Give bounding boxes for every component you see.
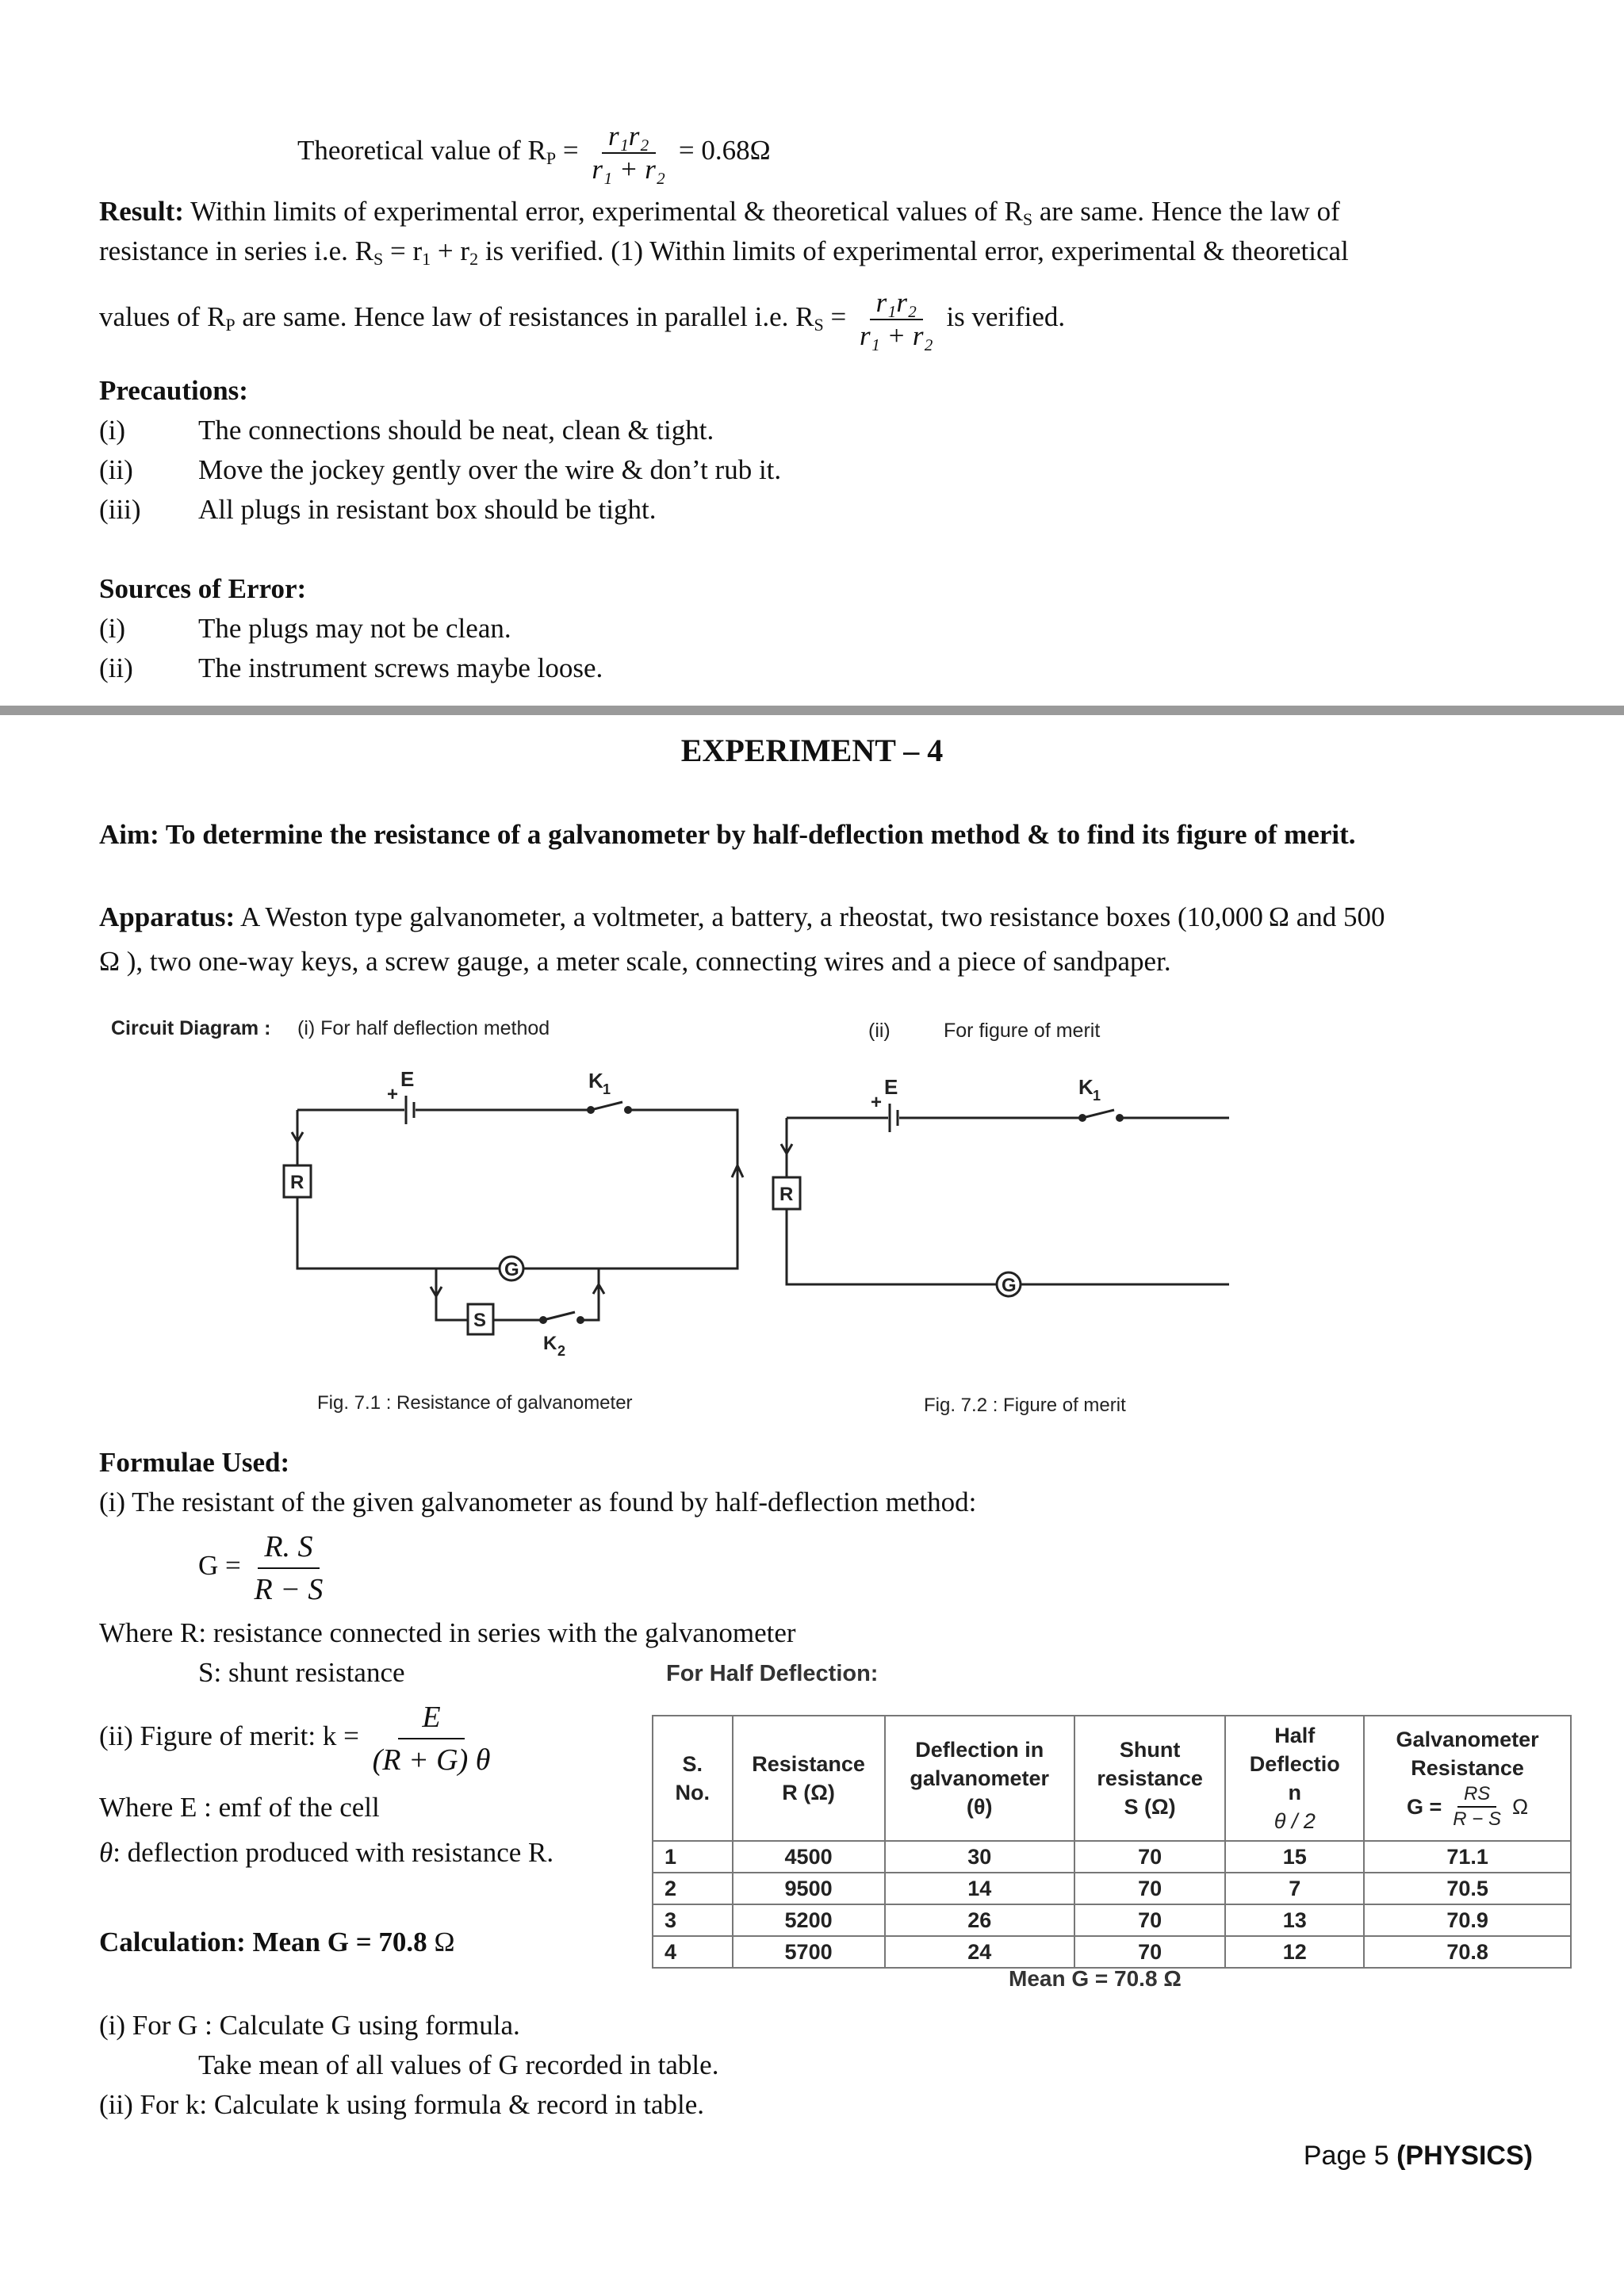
result-line-3	[99, 287, 1065, 352]
result-text-1: Within limits of experimental error, experimental & theoretical values of R	[190, 196, 1023, 227]
figure-caption-2: Fig. 7.2 : Figure of merit	[924, 1395, 1126, 1416]
label-g: G	[504, 1259, 519, 1280]
result-text-2-mid2: + r	[437, 235, 470, 266]
apparatus-label: Apparatus:	[99, 901, 236, 932]
list-item	[99, 411, 781, 450]
table-row	[653, 1873, 1571, 1904]
theta-symbol: θ	[99, 1837, 113, 1868]
list-number: (ii)	[99, 454, 133, 485]
subscript: S	[1022, 209, 1033, 229]
header-text: Resistance	[752, 1752, 865, 1776]
figure-7-2	[773, 1104, 1229, 1296]
label-k1-sub: 1	[603, 1081, 611, 1097]
table-cell: 30	[885, 1841, 1074, 1873]
header-text: Resistance	[1411, 1756, 1524, 1780]
k-fraction	[366, 1697, 497, 1781]
table-row	[653, 1841, 1571, 1873]
table-cell: 70	[1074, 1936, 1226, 1968]
circuit-part-2: (ii)	[868, 1020, 891, 1042]
calculation-label: Calculation: Mean G = 70.8	[99, 1927, 427, 1957]
equals: =	[562, 135, 579, 166]
list-number: (i)	[99, 613, 126, 644]
page-footer	[1304, 2141, 1533, 2172]
where-r: Where R: resistance connected in series with the galvanometer	[99, 1617, 796, 1648]
theoretical-label: Theoretical value of R	[297, 135, 546, 166]
sources-heading: Sources of Error:	[99, 573, 307, 604]
table-cell: 12	[1225, 1936, 1364, 1968]
label-plus-2: +	[871, 1092, 883, 1113]
table-mean: Mean G = 70.8 Ω	[1009, 1966, 1182, 1991]
header-text: Deflectio	[1249, 1752, 1340, 1776]
list-item	[99, 649, 603, 688]
fraction-numerator: R. S	[258, 1526, 319, 1569]
list-item	[99, 490, 781, 530]
header-text: Ω	[1511, 1795, 1529, 1819]
subscript: P	[546, 148, 557, 169]
label-k1-2-sub: 1	[1093, 1088, 1101, 1104]
result-text-3c: =	[830, 301, 847, 333]
circuit-diagram	[103, 1007, 1229, 1435]
mini-fraction	[1446, 1782, 1507, 1831]
label-k2-sub: 2	[557, 1343, 566, 1359]
result-text-3b: are same. Hence law of resistances in parallel i.e. R	[242, 301, 814, 333]
header-galv	[1364, 1716, 1571, 1841]
list-text: Move the jockey gently over the wire & don’t rub it.	[198, 454, 782, 485]
table-cell: 7	[1225, 1873, 1364, 1904]
table-cell: 70.5	[1364, 1873, 1571, 1904]
label-k1-2: K	[1078, 1075, 1094, 1099]
list-text: The instrument screws maybe loose.	[198, 652, 603, 683]
precautions-heading: Precautions:	[99, 375, 248, 406]
list-item	[99, 609, 603, 649]
header-text: Half	[1274, 1724, 1316, 1747]
table-cell: 71.1	[1364, 1841, 1571, 1873]
fraction-denominator: R − S	[254, 1573, 324, 1606]
header-text: No.	[675, 1781, 710, 1804]
list-number: (i)	[99, 415, 126, 446]
table-cell: 70	[1074, 1904, 1226, 1936]
subscript: P	[225, 315, 236, 335]
header-half	[1225, 1716, 1364, 1841]
apparatus-text-1: A Weston type galvanometer, a voltmeter, a battery, a rheostat, two resistance boxes (10,000 Ω and 500	[239, 901, 1385, 932]
result-line-2	[99, 232, 1534, 279]
where-e: Where E : emf of the cell	[99, 1792, 380, 1823]
header-text: galvanometer	[910, 1766, 1049, 1790]
fraction-numerator: RS	[1457, 1782, 1496, 1808]
header-text: G =	[1407, 1795, 1442, 1819]
calc-line-2: Take mean of all values of G recorded in table.	[198, 2049, 719, 2080]
header-text: S.	[682, 1752, 703, 1776]
header-text: Shunt	[1119, 1738, 1181, 1762]
result-text-3a: values of R	[99, 301, 226, 333]
g-label: G =	[198, 1550, 241, 1582]
fraction-numerator: r₁r₂	[870, 287, 924, 320]
table-cell: 4500	[733, 1841, 885, 1873]
g-mini-formula	[1407, 1782, 1528, 1831]
experiment-title: EXPERIMENT – 4	[680, 733, 944, 768]
list-number: (ii)	[99, 652, 133, 683]
header-deflection	[885, 1716, 1074, 1841]
result-text-2-mid: = r	[390, 235, 423, 266]
table-cell: 5200	[733, 1904, 885, 1936]
table-cell: 1	[653, 1841, 733, 1873]
theoretical-rp-line	[297, 121, 771, 186]
list-number: (iii)	[99, 494, 141, 525]
circuit-part-2-label: For figure of merit	[944, 1020, 1101, 1042]
table-cell: 70	[1074, 1873, 1226, 1904]
table-cell: 2	[653, 1873, 733, 1904]
aim-text: Aim: To determine the resistance of a galvanometer by half-deflection method & to find its figure of merit.	[99, 819, 1356, 850]
circuit-heading: Circuit Diagram :	[111, 1017, 271, 1039]
subscript: S	[814, 315, 824, 335]
fraction-denominator: R − S	[1453, 1808, 1501, 1830]
table-cell: 70.9	[1364, 1904, 1571, 1936]
label-g-2: G	[1002, 1275, 1017, 1296]
label-k2: K	[543, 1333, 557, 1354]
fraction-denominator: (R + G) θ	[372, 1743, 491, 1777]
header-sno	[653, 1716, 733, 1841]
circuit-part-1: (i) For half deflection method	[297, 1017, 550, 1039]
list-text: The plugs may not be clean.	[198, 613, 511, 644]
formulae-line-1: (i) The resistant of the given galvanometer as found by half-deflection method:	[99, 1487, 977, 1517]
subscript: S	[373, 249, 384, 269]
sources-list	[99, 609, 603, 688]
table-cell: 15	[1225, 1841, 1364, 1873]
list-text: The connections should be neat, clean & tight.	[198, 415, 714, 446]
label-r-2: R	[779, 1184, 794, 1205]
table-cell: 5700	[733, 1936, 885, 1968]
fraction-numerator: r₁r₂	[602, 121, 656, 154]
table-cell: 4	[653, 1936, 733, 1968]
header-text: n	[1288, 1781, 1302, 1804]
figure-caption-1: Fig. 7.1 : Resistance of galvanometer	[317, 1392, 633, 1414]
label-s: S	[473, 1310, 487, 1331]
rp-value: = 0.68Ω	[678, 135, 771, 166]
header-text: Galvanometer	[1396, 1728, 1539, 1751]
k-label: (ii) Figure of merit: k =	[99, 1720, 359, 1752]
list-text: All plugs in resistant box should be tight.	[198, 494, 657, 525]
page-subject: (PHYSICS)	[1396, 2141, 1533, 2171]
table-title: For Half Deflection:	[666, 1661, 879, 1686]
header-text: θ / 2	[1274, 1809, 1316, 1833]
theta-line	[99, 1833, 553, 1873]
calc-line-3: (ii) For k: Calculate k using formula & record in table.	[99, 2089, 704, 2120]
result-text-1-end: are same. Hence the law of	[1039, 196, 1340, 227]
fraction-denominator: r₁ + r₂	[592, 154, 666, 185]
header-resistance	[733, 1716, 885, 1841]
apparatus-line-1	[99, 897, 1385, 937]
table-row	[653, 1936, 1571, 1968]
fraction-numerator: E	[398, 1697, 464, 1739]
table-cell: 9500	[733, 1873, 885, 1904]
list-item	[99, 450, 781, 490]
label-e: E	[400, 1067, 415, 1091]
header-text: (θ)	[966, 1795, 993, 1819]
table-row	[653, 1904, 1571, 1936]
half-deflection-table	[652, 1715, 1572, 1969]
parallel-fraction	[853, 287, 940, 352]
where-s: S: shunt resistance	[198, 1657, 405, 1688]
table-cell: 26	[885, 1904, 1074, 1936]
omega-symbol: Ω	[434, 1927, 455, 1957]
label-e-2: E	[884, 1075, 898, 1099]
calc-line-1: (i) For G : Calculate G using formula.	[99, 2010, 520, 2041]
table-cell: 24	[885, 1936, 1074, 1968]
subscript: 2	[469, 249, 479, 269]
result-text-2: resistance in series i.e. R	[99, 235, 374, 266]
header-shunt	[1074, 1716, 1226, 1841]
table-cell: 3	[653, 1904, 733, 1936]
result-text-3-end: is verified.	[946, 301, 1066, 333]
table-cell: 70	[1074, 1841, 1226, 1873]
table-cell: 14	[885, 1873, 1074, 1904]
label-r: R	[290, 1172, 304, 1193]
result-label: Result:	[99, 196, 184, 227]
label-plus: +	[387, 1084, 399, 1105]
table-cell: 70.8	[1364, 1936, 1571, 1968]
header-text: resistance	[1097, 1766, 1203, 1790]
header-text: Deflection in	[915, 1738, 1044, 1762]
figure-7-1	[284, 1096, 743, 1334]
g-fraction	[248, 1526, 330, 1610]
precautions-list	[99, 411, 781, 530]
k-formula	[99, 1697, 496, 1781]
subscript: 1	[422, 249, 431, 269]
header-text: S (Ω)	[1124, 1795, 1176, 1819]
rp-fraction	[585, 121, 672, 186]
section-divider	[0, 706, 1624, 715]
header-text: R (Ω)	[782, 1781, 835, 1804]
table-cell: 13	[1225, 1904, 1364, 1936]
label-k1: K	[588, 1069, 603, 1093]
page-number: Page 5	[1303, 2141, 1389, 2171]
formulae-heading: Formulae Used:	[99, 1447, 290, 1478]
result-text-2-end: is verified. (1) Within limits of experimental error, experimental & theoretical	[485, 235, 1349, 266]
calculation-line	[99, 1923, 454, 1962]
g-formula	[198, 1526, 329, 1610]
theta-desc: : deflection produced with resistance R.	[113, 1837, 554, 1868]
apparatus-line-2: Ω ), two one-way keys, a screw gauge, a meter scale, connecting wires and a piece of sandpaper.	[99, 946, 1171, 977]
fraction-denominator: r₁ + r₂	[860, 320, 933, 351]
